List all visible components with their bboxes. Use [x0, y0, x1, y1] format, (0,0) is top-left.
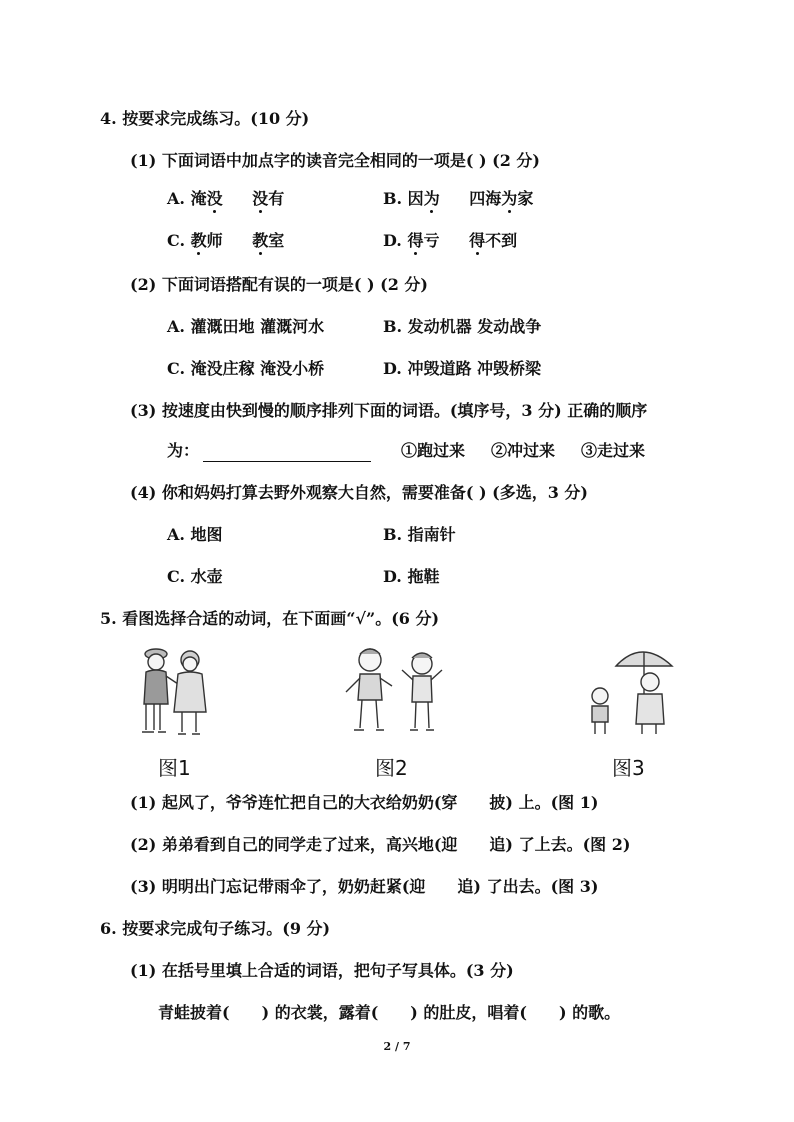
- q4-2-option-a: A. 灌溉田地 灌溉河水: [167, 317, 325, 336]
- q5-2-sentence: (2) 弟弟看到自己的同学走了过来，高兴地(迎 追) 了上去。(图 2): [130, 835, 631, 854]
- q4-1-option-b: B. 因为 四海为家: [383, 189, 534, 208]
- q6-title: 6. 按要求完成句子练习。(9 分): [100, 919, 331, 938]
- figure-2-illustration: [340, 642, 450, 738]
- q4-2-option-d: D. 冲毁道路 冲毁桥梁: [383, 359, 542, 378]
- figure-1-illustration: [132, 642, 216, 738]
- q4-3-answer-line: 为： ①跑过来 ②冲过来 ③走过来: [167, 441, 646, 460]
- q4-4-option-d: D. 拖鞋: [383, 567, 440, 586]
- q4-1-option-d: D. 得亏 得不到: [383, 231, 518, 250]
- figure-2-label: 图2: [375, 756, 408, 780]
- q4-2-option-c: C. 淹没庄稼 淹没小桥: [167, 359, 325, 378]
- figure-3-label: 图3: [612, 756, 645, 780]
- q4-1-option-c: C. 教师 教室: [167, 231, 285, 250]
- q4-4-option-a: A. 地图: [167, 525, 223, 544]
- q5-1-sentence: (1) 起风了，爷爷连忙把自己的大衣给奶奶(穿 披) 上。(图 1): [130, 793, 599, 812]
- figure-1-label: 图1: [158, 756, 191, 780]
- q6-1-sentence: 青蛙披着( ) 的衣裳，露着( ) 的肚皮，唱着( ) 的歌。: [158, 1003, 621, 1022]
- answer-blank[interactable]: [203, 443, 371, 462]
- q4-3-stem: (3) 按速度由快到慢的顺序排列下面的词语。(填序号，3 分) 正确的顺序: [130, 401, 648, 420]
- q4-2-option-b: B. 发动机器 发动战争: [383, 317, 542, 336]
- figure-3-illustration: [580, 642, 680, 738]
- q4-4-option-b: B. 指南针: [383, 525, 456, 544]
- q4-4-option-c: C. 水壶: [167, 567, 223, 586]
- q4-1-stem: (1) 下面词语中加点字的读音完全相同的一项是( ) (2 分): [130, 151, 540, 170]
- q6-1-stem: (1) 在括号里填上合适的词语，把句子写具体。(3 分): [130, 961, 514, 980]
- q4-1-option-a: A. 淹没 没有: [167, 189, 285, 208]
- q5-title: 5. 看图选择合适的动词，在下面画“√”。(6 分): [100, 609, 440, 628]
- q5-3-sentence: (3) 明明出门忘记带雨伞了，奶奶赶紧(迎 追) 了出去。(图 3): [130, 877, 599, 896]
- page-number: 2 / 7: [383, 1040, 411, 1053]
- q4-2-stem: (2) 下面词语搭配有误的一项是( ) (2 分): [130, 275, 428, 294]
- q4-4-stem: (4) 你和妈妈打算去野外观察大自然，需要准备( ) (多选，3 分): [130, 483, 588, 502]
- q4-title: 4. 按要求完成练习。(10 分): [100, 109, 310, 128]
